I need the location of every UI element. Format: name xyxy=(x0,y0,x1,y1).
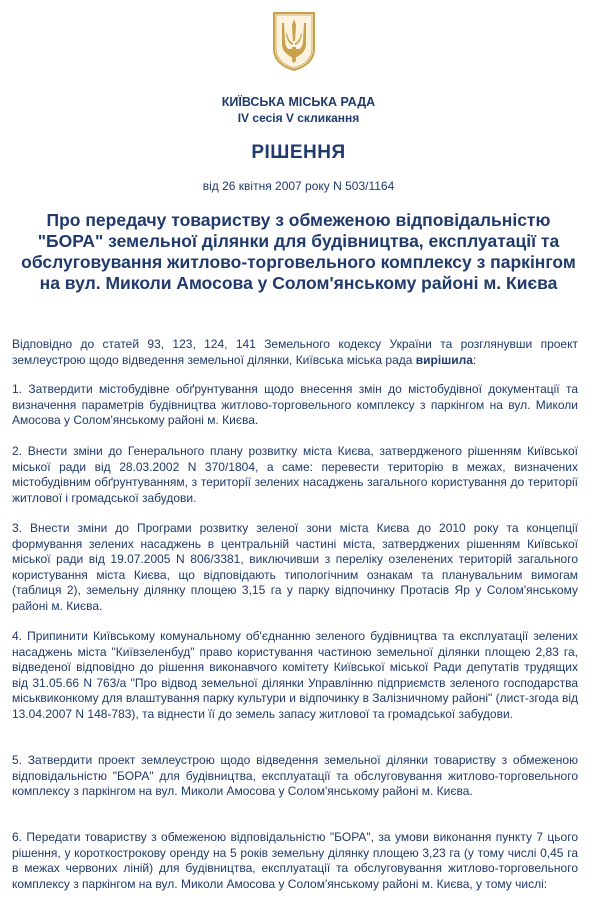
council-name: КИЇВСЬКА МІСЬКА РАДА xyxy=(221,95,376,109)
document-type-title: РІШЕННЯ xyxy=(251,142,346,163)
trident-coat-of-arms-icon xyxy=(271,11,317,71)
preamble-emphasis: вирішила xyxy=(415,352,473,367)
paragraph-6: 6. Передати товариству з обмеженою відповідальністю "БОРА", за умови виконання пункту 7 цього рішення, у короткострокову оренду на 5 років земельну ділянку площею 3,23 га (у тому числі 0,45 га в межах червоних ліній) для будівництва, експлуатації та обслуговування житлово-торговельного комплексу з паркінгом на вул. Миколи Амосова у Солом'янському районі м. Києва, у тому числі: xyxy=(12,830,578,891)
decision-heading: Про передачу товариству з обмеженою відповідальністю "БОРА" земельної ділянки для будівництва, експлуатації та обслуговування житлово-торговельного комплексу з паркінгом на вул. Миколи Амосова у Солом'янському районі м. Києва xyxy=(21,210,576,293)
preamble-tail: : xyxy=(472,352,477,367)
paragraph-1: 1. Затвердити містобудівне обґрунтування щодо внесення змін до містобудівної документації та визначення параметрів будівництва житлово-торговельного комплексу з паркінгом на вул. Миколи Амосова у Солом'янському районі м. Києва. xyxy=(12,382,578,427)
paragraph-3: 3. Внести зміни до Програми розвитку зеленої зони міста Києва до 2010 року та концепції формування зелених насаджень в центральній частині міста, затверджених рішенням Київської міської ради від 19.07.2005 N 806/3381, виключивши з переліку озеленених територій загального користування міста Києва, що відповідають типологічним ознакам та планувальним вимогам (таблиця 2), земельну ділянку площею 3,15 га у парку відпочинку Протасів Яр у Солом'янському районі м. Києва. xyxy=(12,521,578,613)
paragraph-2: 2. Внести зміни до Генерального плану розвитку міста Києва, затвердженого рішенням Київської міської ради від 28.03.2002 N 370/1804, а саме: перевести територію в межах, визначених містобудівним обґрунтуванням, з території зелених насаджень загального користування до території житлової і громадської забудови. xyxy=(12,444,578,505)
paragraph-4: 4. Припинити Київському комунальному об'єднанню зеленого будівництва та експлуатації зелених насаджень міста "Київзеленбуд" право користування частиною земельної ділянки площею 2,83 га, відведеної відповідно до рішення виконавчого комітету Київської міської Ради депутатів трудящих від 31.05.66 N 763/а "Про відвод земельної ділянки Управлінню підприємств зеленого господарства міськвиконкому для влаштування парку культури и відпочинку в Залізничному районі" (лист-згода від 13.04.2007 N 148-783), та віднести її до земель запасу житлової та громадської забудови. xyxy=(12,629,578,721)
date-line: від 26 квітня 2007 року N 503/1164 xyxy=(202,179,395,193)
preamble-paragraph xyxy=(12,337,578,368)
preamble-text: Відповідно до статей 93, 123, 124, 141 Земельного кодексу України та розглянувши проект землеустрою щодо відведення земельної ділянки, Київська міська рада xyxy=(12,337,578,367)
paragraph-5: 5. Затвердити проект землеустрою щодо відведення земельної ділянки товариству з обмеженою відповідальністю "БОРА" для будівництва, експлуатації та обслуговування житлово-торговельного комплексу з паркінгом на вул. Миколи Амосова у Солом'янському районі м. Києва. xyxy=(12,753,578,798)
session-line: IV сесія V скликання xyxy=(237,111,360,125)
